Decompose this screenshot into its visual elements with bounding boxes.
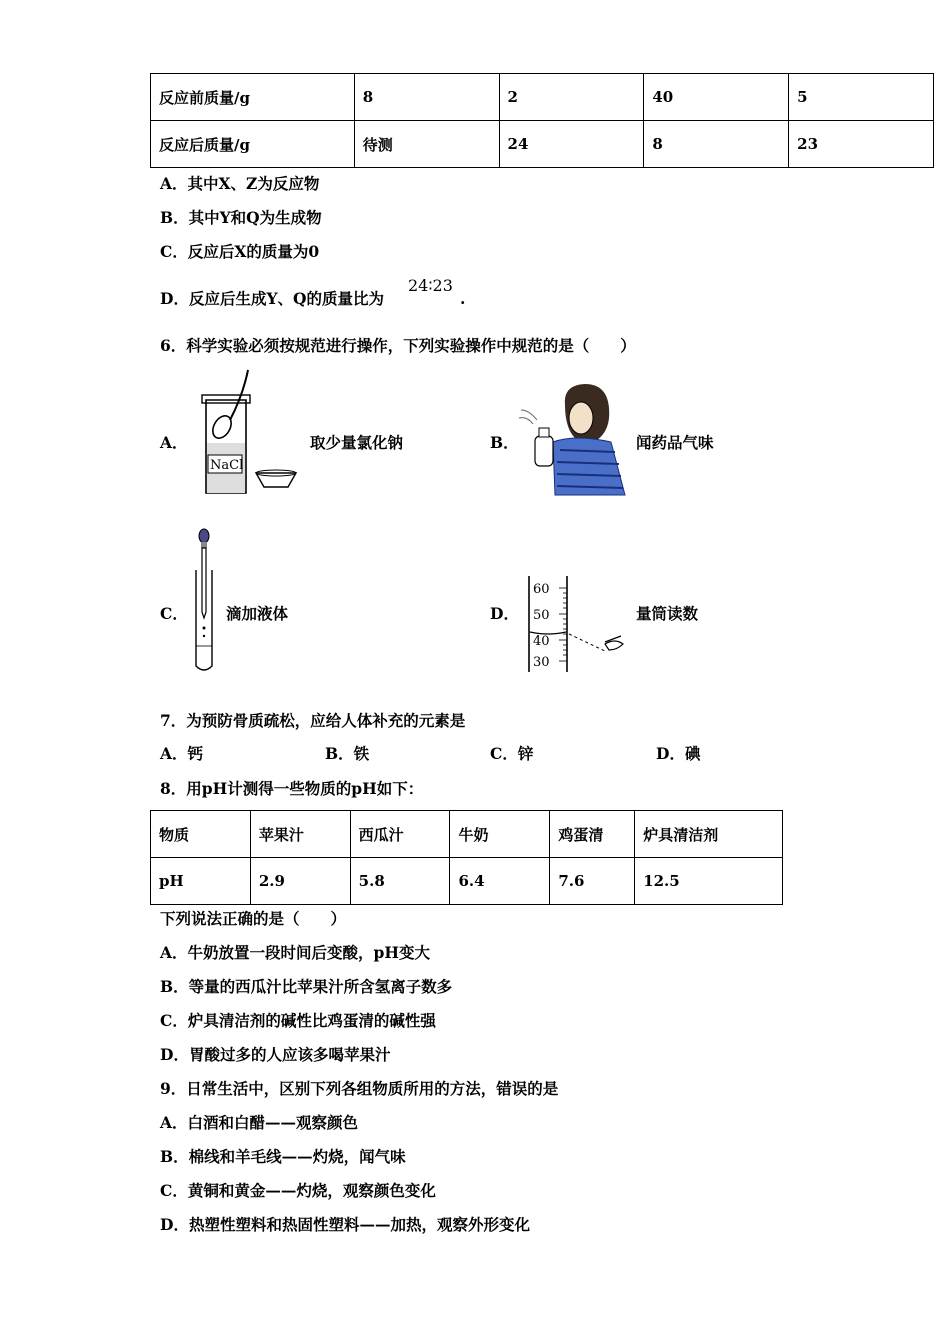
table-cell: 23 [789,121,934,168]
q7-stem: 7．为预防骨质疏松，应给人体补充的元素是 [160,711,466,730]
table-cell: 2.9 [250,858,350,905]
table-cell: 8 [644,121,789,168]
q5-option-a: A．其中X、Z为反应物 [160,174,320,193]
q5-option-b: B．其中Y和Q为生成物 [160,208,322,227]
table-cell: 12.5 [635,858,783,905]
smelling-figure [515,380,633,498]
q9-option-b: B．棉线和羊毛线——灼烧，闻气味 [160,1147,406,1166]
table-cell: 2 [499,74,644,121]
ph-table [150,810,783,905]
q5-ratio: 24∶23 [408,276,453,295]
table-cell: 8 [354,74,499,121]
table-cell: 待测 [354,121,499,168]
row-label: 反应前质量/g [151,74,355,121]
q6-option-a-letter: A． [160,433,188,452]
q7-option-c: C．锌 [490,744,534,763]
q8-option-a: A．牛奶放置一段时间后变酸，pH变大 [160,943,431,962]
q8-stem: 8．用pH计测得一些物质的pH如下： [160,779,424,798]
q9-option-d: D．热塑性塑料和热固性塑料——加热，观察外形变化 [160,1215,530,1234]
q6-option-c-letter: C． [160,604,188,623]
nacl-label: NaCl [210,458,244,473]
q5-period: . [460,289,466,308]
table-row [151,858,783,905]
q6-option-b-letter: B． [490,433,519,452]
q6-option-d-letter: D． [490,604,519,623]
q8-option-c: C．炉具清洁剂的碱性比鸡蛋清的碱性强 [160,1011,436,1030]
q6-option-d-caption: 量筒读数 [636,604,699,623]
q5-option-c: C．反应后X的质量为0 [160,242,320,261]
q5-option-d-text: D．反应后生成Y、Q的质量比为 [160,289,385,308]
column-header: 牛奶 [450,811,550,858]
table-header-row [151,811,783,858]
q8-sub: 下列说法正确的是（ ） [160,909,347,928]
table-row [151,121,934,168]
graduated-cylinder-figure [525,574,630,674]
column-header: 鸡蛋清 [550,811,635,858]
column-header: 苹果汁 [250,811,350,858]
nacl-bottle-figure [188,365,313,500]
table-cell: 7.6 [550,858,635,905]
q7-option-a: A．钙 [160,744,204,763]
column-header: 炉具清洁剂 [635,811,783,858]
q5-option-d [160,289,384,309]
table-cell: 6.4 [450,858,550,905]
q9-option-c: C．黄铜和黄金——灼烧，观察颜色变化 [160,1181,436,1200]
q6-option-c-caption: 滴加液体 [226,604,289,623]
table-cell: 5.8 [350,858,450,905]
q8-option-b: B．等量的西瓜汁比苹果汁所含氢离子数多 [160,977,453,996]
table-cell: 40 [644,74,789,121]
q7-option-d: D．碘 [656,744,701,763]
column-header: 西瓜汁 [350,811,450,858]
q6-stem: 6．科学实验必须按规范进行操作，下列实验操作中规范的是（ ） [160,336,636,355]
table-cell: 5 [789,74,934,121]
q8-option-d: D．胃酸过多的人应该多喝苹果汁 [160,1045,391,1064]
q6-option-b-caption: 闻药品气味 [636,433,714,452]
scale-label: 60 [533,582,550,597]
table-cell: pH [151,858,251,905]
dropper-testtube-figure [188,526,224,676]
scale-label: 40 [533,634,550,649]
q6-option-a-caption: 取少量氯化钠 [310,433,404,452]
table-row [151,74,934,121]
mass-table [150,73,934,168]
row-label: 反应后质量/g [151,121,355,168]
scale-label: 50 [533,608,550,623]
column-header: 物质 [151,811,251,858]
eye-icon [605,641,623,650]
q9-stem: 9．日常生活中，区别下列各组物质所用的方法，错误的是 [160,1079,559,1098]
q7-option-b: B．铁 [325,744,370,763]
scale-label: 30 [533,655,550,670]
q9-option-a: A．白酒和白醋——观察颜色 [160,1113,359,1132]
table-cell: 24 [499,121,644,168]
